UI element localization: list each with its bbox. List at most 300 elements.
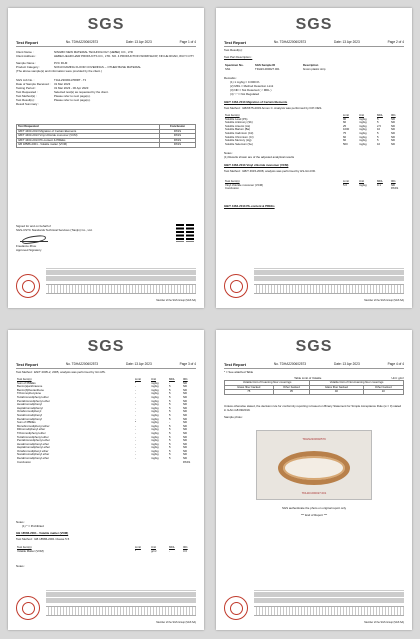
qr-code xyxy=(176,224,194,242)
report-title: Test Report xyxy=(224,362,246,367)
vcm-table xyxy=(224,180,404,191)
report-date: Date: 13 Apr 2023 xyxy=(334,362,360,366)
report-number: No. TDHA2200602573 xyxy=(65,362,99,366)
cell: 5 xyxy=(377,116,379,121)
sgs-logo: SGS xyxy=(87,338,125,355)
cell: Monobromodiphenyl ether xyxy=(17,423,50,428)
cell: mg/kg xyxy=(151,416,159,421)
cell: * xyxy=(135,380,137,385)
cell: mg/kg xyxy=(359,127,367,132)
cell: ND xyxy=(391,134,396,139)
terms-fine-print xyxy=(254,590,404,604)
limit-sub-head: Glass fiber backed xyxy=(310,385,363,390)
report-date: Date: 13 Apr 2023 xyxy=(126,362,152,366)
limit-sub-head: Other backed xyxy=(273,385,310,390)
summary-table xyxy=(16,124,196,148)
cell: ND xyxy=(183,416,188,421)
results-intro xyxy=(224,48,404,59)
cell: 5 xyxy=(169,384,171,389)
cell: 5 xyxy=(169,456,171,461)
section-title: GB/T 4463-2013 Migration of Certain Elements xyxy=(224,100,288,104)
cell: ND xyxy=(391,127,396,132)
limit-group-head: Volatile limit of Non-foaming floor coverings xyxy=(310,381,404,386)
elements-table xyxy=(224,114,404,146)
col-head: 001 xyxy=(391,113,396,117)
part-description: Test Part Description : xyxy=(224,55,253,59)
cell: 5 xyxy=(169,423,171,428)
cell: Tetrabromodiphenyl ether xyxy=(17,434,49,439)
cell: - xyxy=(135,430,136,435)
remark-item: (1) 1 mg/kg = 0.0001% xyxy=(230,80,260,84)
cell: - xyxy=(135,405,136,410)
cell: ND xyxy=(183,445,188,450)
test-method: Please refer to next page(s). xyxy=(54,94,91,98)
col-head: MDL xyxy=(377,179,383,183)
cell: - xyxy=(135,394,136,399)
limit-sub-head: Other backed xyxy=(363,385,403,390)
client-name: NINGBO NEW MATERIAL TECHNOLOGY (HEBEI) CO., LTD xyxy=(54,50,134,54)
limit-value: 10 xyxy=(363,390,403,395)
member-note: Member of the SGS Group (SGS SA) xyxy=(156,299,196,302)
cell: 5 xyxy=(169,434,171,439)
client-address: HEBEI LIEARI HAIR PRODUCTS CO., LTD. NO. 4 PRODUCTION WORKSHOP, XIN HE ROAD, WUYI CITY xyxy=(54,54,195,58)
cell: * xyxy=(135,420,137,425)
cell: Conclusion xyxy=(17,459,31,464)
cell: Soluble Cadmium (Cd) xyxy=(225,130,254,135)
date-received: 31 Mar 2023 xyxy=(54,82,71,86)
summary-head-conclusion: Conclusion xyxy=(160,125,196,130)
sample-ring xyxy=(278,451,350,485)
cell: mg/kg xyxy=(151,452,159,457)
end-of-report: *** End of Report *** xyxy=(300,513,328,517)
report-end xyxy=(224,506,404,517)
client-name-label: Client Name : xyxy=(16,50,34,54)
terms-fine-print xyxy=(46,268,196,282)
report-title: Test Report xyxy=(16,362,38,367)
cell: 5 xyxy=(169,405,171,410)
col-head: Unit xyxy=(359,179,364,183)
member-note: Member of the SGS Group (SGS SA) xyxy=(364,621,404,624)
report-number: No. TDHA2200602573 xyxy=(65,40,99,44)
lab-address-bar xyxy=(46,284,196,294)
cell: Conclusion xyxy=(225,186,239,191)
report-page-2 xyxy=(216,8,412,308)
col-head: Test Item(s) xyxy=(17,377,32,381)
test-requested-label: Test Requested : xyxy=(16,90,38,94)
cell: mg/kg xyxy=(151,384,159,389)
section-method: Test Method : GB 18586-2001 Clause 5.5 xyxy=(16,537,70,541)
test-results-label: Test Result(s) : xyxy=(16,98,36,102)
remarks xyxy=(224,76,404,96)
cell: Soluble Lead (Pb) xyxy=(225,116,248,121)
col-head: Test Item(s) xyxy=(225,179,240,183)
cell: Vinyl chloride monomer (VCM) xyxy=(225,182,264,187)
cell: ND xyxy=(183,398,188,403)
cell: mg/kg xyxy=(359,130,367,135)
limit-table-unit: Unit: g/m² xyxy=(391,376,404,380)
lab-address-bar xyxy=(254,606,404,616)
cell: Heptabromodiphenyl ether xyxy=(17,445,50,450)
section-title: GB 18586-2001 - Volatile matter (VOM) xyxy=(16,531,69,535)
table-row xyxy=(16,550,196,554)
cell: Soluble Barium (Ba) xyxy=(225,127,251,132)
note-item: (1) Results shown are of the adjusted analytical results xyxy=(224,155,295,159)
cell: 5 xyxy=(169,438,171,443)
col-head: 001 xyxy=(183,377,188,381)
cell: mg/kg xyxy=(151,409,159,414)
cell: Pentabromodiphenyl ether xyxy=(17,438,50,443)
summary-cell: GB/T 4463-2013 Migration of Certain Elements xyxy=(17,129,160,134)
limit-table-title: Table Limit of Volatile xyxy=(294,376,322,380)
specimen-table xyxy=(224,64,404,71)
elements-notes xyxy=(224,151,404,173)
cell: ND xyxy=(183,402,188,407)
cell: - xyxy=(135,391,136,396)
summary-cell: PASS xyxy=(160,134,196,139)
cell: mg/kg xyxy=(359,141,367,146)
cell: Decabromodiphenyl ether xyxy=(17,456,50,461)
signer-title: Approved Signatory xyxy=(16,248,42,252)
cell: 5 xyxy=(169,430,171,435)
limit-value: 40 xyxy=(310,390,363,395)
report-page-4 xyxy=(216,330,412,630)
limit-sub-head: Glass fiber backed xyxy=(225,385,274,390)
cell: mg/kg xyxy=(151,391,159,396)
category-value: NON-FOAMING FLOOR COVERINGS -- OTHER BASE MATERIAL xyxy=(54,65,141,69)
cell xyxy=(134,461,150,465)
cell: Soluble Arsenic (As) xyxy=(225,123,251,128)
page-number: Page 2 of 4 xyxy=(387,40,404,44)
cell: 5 xyxy=(169,448,171,453)
col-head: Limit xyxy=(343,113,349,117)
table-row xyxy=(224,68,404,72)
cell: 500 xyxy=(343,141,348,146)
cell: ND xyxy=(183,423,188,428)
cell: ND xyxy=(183,412,188,417)
cell: ND xyxy=(183,430,188,435)
cell: 75 xyxy=(343,130,347,135)
cell: mg/kg xyxy=(151,405,159,410)
cell: mg/kg xyxy=(151,420,159,425)
table-row xyxy=(16,461,196,465)
cell: 5 xyxy=(169,412,171,417)
cell: ND xyxy=(183,427,188,432)
cell: Tetrabromodiphenyl ether xyxy=(17,394,49,399)
cell: ND xyxy=(391,141,396,146)
cell: 10 xyxy=(377,141,381,146)
sgs-seal xyxy=(224,274,248,298)
cell: mg/kg xyxy=(151,423,159,428)
cell: Benzo(a)anthracene xyxy=(17,384,43,389)
section-title: GB/T 4463-2013 Pb-content & PREEs xyxy=(224,204,275,208)
report-number: No. TDHA2200602573 xyxy=(273,40,307,44)
member-note: Member of the SGS Group (SGS SA) xyxy=(364,299,404,302)
client-address-label: Client Address : xyxy=(16,54,37,58)
sgs-logo: SGS xyxy=(295,16,333,33)
cell: mg/kg xyxy=(151,427,159,432)
cell: 25 xyxy=(343,123,347,128)
cell: Sum of PREEs xyxy=(17,380,36,385)
vom-table xyxy=(16,546,196,553)
client-info xyxy=(16,50,196,106)
page-footer xyxy=(16,590,196,624)
summary-cell: PASS xyxy=(160,129,196,134)
photo-bottom-label: TDH23-000027.001 xyxy=(301,491,327,495)
cell: 5 xyxy=(169,402,171,407)
cell: Sum of PBDEs xyxy=(17,420,36,425)
cell: 3.0 xyxy=(183,548,187,553)
page-header xyxy=(224,40,404,47)
summary-cell: PASS xyxy=(160,138,196,143)
cell: - xyxy=(135,456,136,461)
sgs-seal xyxy=(16,596,40,620)
report-title: Test Report xyxy=(224,40,246,45)
cell: mg/kg xyxy=(151,448,159,453)
cell: ND xyxy=(183,434,188,439)
report-number: No. TDHA2200602573 xyxy=(273,362,307,366)
cell: mg/kg xyxy=(151,434,159,439)
spec-cell: TDH23-000027.001 xyxy=(255,66,280,71)
cell: - xyxy=(135,441,136,446)
cell: ND xyxy=(183,384,188,389)
cell: ND xyxy=(183,452,188,457)
cell: ND xyxy=(183,448,188,453)
page-header xyxy=(16,362,196,369)
cell: mg/kg xyxy=(151,412,159,417)
cell: mg/kg xyxy=(151,387,159,392)
spec-head: SGS Sample ID xyxy=(255,63,276,67)
sample-name-label: Sample Name : xyxy=(16,61,36,65)
summary-cell: GB/T 4463-2013 Pb-content & PREEs xyxy=(17,138,160,143)
remark-item: (3) ND = Not Detected ( < MDL ) xyxy=(230,88,272,92)
cell: mg/kg xyxy=(151,430,159,435)
job-no: TJHL2300611768RT - TJ xyxy=(54,78,87,82)
signature-image xyxy=(20,234,48,242)
cell: 5 xyxy=(169,409,171,414)
table-row xyxy=(225,390,404,395)
col-head: MDL xyxy=(377,113,383,117)
cell: mg/kg xyxy=(151,398,159,403)
spec-head: Specimen No. xyxy=(225,63,244,67)
report-title: Test Report xyxy=(16,40,38,45)
cell: ND xyxy=(183,391,188,396)
notes-heading: Notes : xyxy=(224,151,234,155)
cell: 5 xyxy=(377,130,379,135)
report-page-1 xyxy=(8,8,204,308)
cell: - xyxy=(135,448,136,453)
cell: Octabromodiphenyl ether xyxy=(17,448,49,453)
cell: * xyxy=(135,548,137,553)
page-number: Page 3 of 4 xyxy=(179,362,196,366)
cell: - xyxy=(169,548,170,553)
cell: mg/kg xyxy=(151,438,159,443)
cell: Nonabromodiphenyl xyxy=(17,412,43,417)
cell: ND xyxy=(183,394,188,399)
cell: - xyxy=(135,402,136,407)
page-header xyxy=(224,362,404,369)
sgs-seal xyxy=(224,596,248,620)
sgs-logo: SGS xyxy=(295,338,333,355)
notes-heading: Notes : xyxy=(16,564,26,568)
cell: 5 xyxy=(377,138,379,143)
test-period: 31 Mar 2023 - 06 Apr 2023 xyxy=(54,86,89,90)
cell: Soluble Selenium (Se) xyxy=(225,141,253,146)
cell: ND xyxy=(183,405,188,410)
cell: ND xyxy=(183,380,188,385)
cell: 90 xyxy=(343,116,347,121)
cell: - xyxy=(135,409,136,414)
cell: mg/kg xyxy=(359,138,367,143)
cell: Decabromodiphenyl xyxy=(17,416,42,421)
decision-rule-text: Unless otherwise stated, the decision rule for conformity reporting is based on Binary Statement for Simple Acceptance Rule (w = 0) stated in ILAC-G8:09/2019. xyxy=(224,404,402,412)
section-elements xyxy=(224,100,404,110)
page-number: Page 4 of 4 xyxy=(387,362,404,366)
sample-photo xyxy=(256,430,372,500)
cell: ND xyxy=(183,387,188,392)
cell: ND xyxy=(391,123,396,128)
cell: 10 xyxy=(377,127,381,132)
cell: ND xyxy=(391,182,396,187)
cell: PASS xyxy=(183,459,191,464)
limit-value: 75 xyxy=(225,390,274,395)
cell: Volatile Matter (VOM) xyxy=(17,548,44,553)
cell: - xyxy=(135,387,136,392)
cell: 5 xyxy=(169,441,171,446)
col-head: 001 xyxy=(183,545,188,549)
signed-for: Signed for and on behalf of xyxy=(16,224,51,228)
summary-cell: GB 18586-2001 - Volatile matter (VOM) xyxy=(17,143,160,148)
cell: g/m² xyxy=(151,548,157,553)
summary-head-test: Test Requested xyxy=(17,125,160,130)
table-row xyxy=(224,143,404,147)
note-item: (1) * = Prohibited xyxy=(22,524,44,528)
sgs-seal xyxy=(16,274,40,298)
result-summary-label: Result Summary : xyxy=(16,102,39,106)
spec-head: Description xyxy=(303,63,319,67)
col-head: 001 xyxy=(391,179,396,183)
signer-name: Freelance Zhou xyxy=(16,244,37,248)
page-footer xyxy=(224,590,404,624)
cell: mg/kg xyxy=(359,123,367,128)
cell: mg/kg xyxy=(151,441,159,446)
terms-fine-print xyxy=(254,268,404,282)
page-header xyxy=(16,40,196,47)
cell: 60 xyxy=(343,120,347,125)
cell: 5 xyxy=(169,398,171,403)
cell: 0.1 xyxy=(377,182,381,187)
cell: - xyxy=(135,416,136,421)
section-method: Test Method : GB/6675-2003 Annex C. Analysis was performed by ICP-OES. xyxy=(224,106,323,110)
photo-top-label: TDHN2200602579 xyxy=(302,437,326,441)
terms-fine-print xyxy=(46,590,196,604)
col-head: Test Item(s) xyxy=(225,113,240,117)
section-title: GB/T 4463-2013 Vinyl chloride monomer (VCM) xyxy=(224,163,289,167)
limit-value: 35 xyxy=(273,390,310,395)
page-footer xyxy=(16,268,196,302)
cell: Tribromodiphenyl ether xyxy=(17,430,46,435)
attached-table-note: * = See attached Table xyxy=(224,370,254,374)
cell: ND xyxy=(391,138,396,143)
cell: 5 xyxy=(169,445,171,450)
cell: Heptabromodiphenyl xyxy=(17,405,43,410)
cell: mg/kg xyxy=(359,116,367,121)
col-head: Unit xyxy=(151,377,156,381)
cell: Octabromodiphenyl xyxy=(17,409,42,414)
sample-photo-label: Sample photo: xyxy=(224,415,243,419)
cell: Benzo(b)fluoranthene xyxy=(17,387,44,392)
col-head: Limit xyxy=(343,179,349,183)
spec-cell: SN1 xyxy=(225,66,231,71)
category-label: Product Category : xyxy=(16,65,41,69)
cell: mg/kg xyxy=(359,120,367,125)
page-footer xyxy=(224,268,404,302)
member-note: Member of the SGS Group (SGS SA) xyxy=(156,621,196,624)
col-head: Limit xyxy=(135,545,141,549)
decision-rule xyxy=(224,404,404,419)
cell: ND xyxy=(391,120,396,125)
cell: 5.0 xyxy=(343,182,347,187)
cell: - xyxy=(135,398,136,403)
section-method: Test Method : GB/T 4615-2008, analysis was performed by HS-GC-FID. xyxy=(224,169,316,173)
cell: Pentabromodiphenyl ether xyxy=(17,398,50,403)
col-head: MDL xyxy=(169,377,175,381)
cell: 60 xyxy=(343,138,347,143)
cell: - xyxy=(135,384,136,389)
cell: mg/kg xyxy=(151,445,159,450)
cell: 1000 xyxy=(343,127,350,132)
cell: Dibromodiphenyl ether xyxy=(17,427,46,432)
cell: mg/kg xyxy=(151,380,159,385)
col-head: Test Item(s) xyxy=(17,545,32,549)
remark-item: (2) MDL = Method Detection Limit xyxy=(230,84,274,88)
section-method: Test Method : EN/T 2005-2, 2005, analysis was performed by GC-MS. xyxy=(16,370,106,374)
date-received-label: Date of Sample Received : xyxy=(16,82,51,86)
cell: 60 xyxy=(343,134,347,139)
cell: mg/kg xyxy=(151,394,159,399)
test-period-label: Testing Period : xyxy=(16,86,36,90)
spec-cell: brown plastic strip xyxy=(303,66,326,71)
cell: 5 xyxy=(169,416,171,421)
cell: - xyxy=(135,452,136,457)
cell: 2.5 xyxy=(377,123,381,128)
cell: Soluble Antimony (Sb) xyxy=(225,120,253,125)
cell: 5 xyxy=(377,120,379,125)
test-results: Please refer to next page(s). xyxy=(54,98,91,102)
cell: - xyxy=(135,423,136,428)
report-date: Date: 13 Apr 2023 xyxy=(334,40,360,44)
cell: ND xyxy=(183,438,188,443)
cell: 5 xyxy=(169,427,171,432)
report-page-3 xyxy=(8,330,204,630)
cell: ND xyxy=(183,409,188,414)
authenticate-note: SGS authenticate the photo on original report only xyxy=(281,506,347,510)
cell: Hexabromodiphenyl xyxy=(17,402,42,407)
summary-cell: GB/T 4463-2013 Vinyl chloride monomer (VCM) xyxy=(17,134,160,139)
col-head: Unit xyxy=(151,545,156,549)
pbde-table xyxy=(16,378,196,464)
signed-org: SGS-CSTC Standards Technical Services (Tianjin) Co., Ltd. xyxy=(16,228,93,232)
cell: Soluble Chromium (Cr) xyxy=(225,134,254,139)
test-requested: Selected test(s) as requested by the client. xyxy=(54,90,109,94)
cell: mg/kg xyxy=(359,134,367,139)
cell xyxy=(150,461,168,465)
remarks-heading: Remarks : xyxy=(224,76,238,80)
remark-item: (4) "-" = Not Regulated xyxy=(230,92,260,96)
sample-name: PVC FILM xyxy=(54,61,68,65)
cell: - xyxy=(169,420,170,425)
cell: Hexabromodiphenyl ether xyxy=(17,441,50,446)
cell: - xyxy=(135,438,136,443)
